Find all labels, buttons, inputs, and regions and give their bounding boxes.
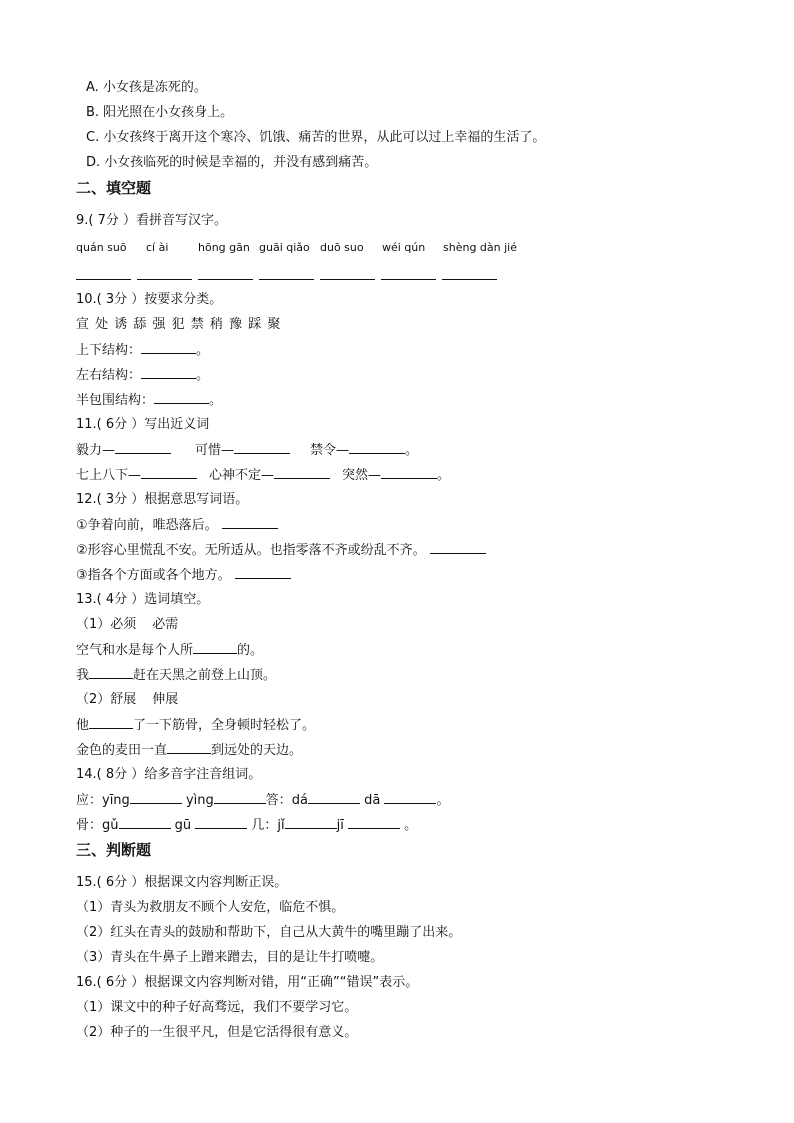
q8-option-d: D. 小女孩临死的时候是幸福的，并没有感到痛苦。 xyxy=(86,155,378,170)
answer-blank[interactable] xyxy=(274,466,330,479)
q14-row-2: 骨：gǔ gū 几：jǐ jī 。 xyxy=(76,818,418,833)
q13-header: 13.( 4分 ）选词填空。 xyxy=(76,592,210,607)
answer-blank[interactable] xyxy=(193,641,237,654)
answer-blank[interactable] xyxy=(234,441,290,454)
q15-item: （2）红头在青头的鼓励和帮助下，自己从大黄牛的嘴里蹦了出来。 xyxy=(76,925,462,940)
q9-pinyin: guāi qiǎo xyxy=(259,241,310,254)
answer-blank[interactable] xyxy=(141,466,197,479)
answer-blank[interactable] xyxy=(222,516,278,529)
answer-blank[interactable] xyxy=(119,816,171,829)
section-title-fill-in: 二、填空题 xyxy=(76,179,152,197)
q10-row-top-bottom: 上下结构： 。 xyxy=(76,343,210,358)
answer-blank[interactable] xyxy=(430,541,486,554)
q11-row-1: 毅力— 可惜— 禁令— 。 xyxy=(76,443,419,458)
q13-sentence: 空气和水是每个人所 的。 xyxy=(76,643,264,658)
q9-answer-blank[interactable] xyxy=(137,279,192,280)
q11-row-2: 七上八下— 心神不定— 突然— 。 xyxy=(76,468,451,483)
q16-header: 16.( 6分 ）根据课文内容判断对错，用“正确”“错误”表示。 xyxy=(76,975,419,990)
answer-blank[interactable] xyxy=(235,566,291,579)
q14-row-1: 应：yīng yìng 答：dá dā 。 xyxy=(76,793,450,808)
q12-item: ①争着向前，唯恐落后。 xyxy=(76,516,278,535)
q12-item: ③指各个方面或各个地方。 xyxy=(76,566,291,585)
section-title-true-false: 三、判断题 xyxy=(76,841,152,859)
q8-option-a: A. 小女孩是冻死的。 xyxy=(86,80,207,95)
q12-header: 12.( 3分 ）根据意思写词语。 xyxy=(76,492,249,507)
q10-characters: 宣 处 诱 舔 强 犯 禁 稍 豫 踩 聚 xyxy=(76,317,282,332)
q9-answer-blank[interactable] xyxy=(259,279,314,280)
q15-header: 15.( 6分 ）根据课文内容判断正误。 xyxy=(76,875,288,890)
q9-pinyin: shèng dàn jié xyxy=(443,241,517,254)
answer-blank[interactable] xyxy=(381,466,437,479)
q9-answer-blank[interactable] xyxy=(76,279,131,280)
q9-pinyin: hōng gān xyxy=(198,241,250,254)
answer-blank[interactable] xyxy=(115,441,171,454)
answer-blank[interactable] xyxy=(141,366,196,379)
answer-blank[interactable] xyxy=(349,441,405,454)
q10-header: 10.( 3分 ）按要求分类。 xyxy=(76,292,223,307)
q9-pinyin: cí ài xyxy=(146,241,169,254)
answer-blank[interactable] xyxy=(195,816,247,829)
answer-blank[interactable] xyxy=(130,791,182,804)
answer-blank[interactable] xyxy=(214,791,266,804)
q13-part2-options: （2）舒展 伸展 xyxy=(76,692,179,707)
q11-header: 11.( 6分 ）写出近义词 xyxy=(76,417,210,432)
q10-row-left-right: 左右结构： 。 xyxy=(76,368,210,383)
answer-blank[interactable] xyxy=(89,666,133,679)
answer-blank[interactable] xyxy=(348,816,400,829)
q9-pinyin: wéi qún xyxy=(382,241,426,254)
q12-item: ②形容心里慌乱不安。无所适从。也指零落不齐或纷乱不齐。 xyxy=(76,541,486,560)
q9-answer-blank[interactable] xyxy=(442,279,497,280)
q13-sentence: 他 了一下筋骨，全身顿时轻松了。 xyxy=(76,718,316,733)
q13-part1-options: （1）必须 必需 xyxy=(76,617,179,632)
q8-option-b: B. 阳光照在小女孩身上。 xyxy=(86,105,234,120)
q9-answer-blank[interactable] xyxy=(320,279,375,280)
q9-header: 9.( 7分 ）看拼音写汉字。 xyxy=(76,213,228,228)
q9-answer-blank[interactable] xyxy=(198,279,253,280)
answer-blank[interactable] xyxy=(141,341,196,354)
q15-item: （1）青头为救朋友不顾个人安危，临危不惧。 xyxy=(76,900,345,915)
q9-pinyin: duō suo xyxy=(320,241,364,254)
answer-blank[interactable] xyxy=(167,741,211,754)
q9-answer-blank[interactable] xyxy=(381,279,436,280)
q16-item: （2）种子的一生很平凡，但是它活得很有意义。 xyxy=(76,1025,358,1040)
q9-pinyin: quán suō xyxy=(76,241,127,254)
q16-item: （1）课文中的种子好高骛远，我们不要学习它。 xyxy=(76,1000,358,1015)
answer-blank[interactable] xyxy=(154,391,209,404)
answer-blank[interactable] xyxy=(308,791,360,804)
q10-row-semi-enclosed: 半包围结构： 。 xyxy=(76,393,223,408)
q14-header: 14.( 8分 ）给多音字注音组词。 xyxy=(76,767,262,782)
q13-sentence: 我 赶在天黑之前登上山顶。 xyxy=(76,668,277,683)
answer-blank[interactable] xyxy=(285,816,337,829)
answer-blank[interactable] xyxy=(384,791,436,804)
answer-blank[interactable] xyxy=(89,716,133,729)
q8-option-c: C. 小女孩终于离开这个寒冷、饥饿、痛苦的世界，从此可以过上幸福的生活了。 xyxy=(86,130,546,145)
q13-sentence: 金色的麦田一直 到远处的天边。 xyxy=(76,743,303,758)
q15-item: （3）青头在牛鼻子上蹭来蹭去，目的是让牛打喷嚏。 xyxy=(76,950,384,965)
